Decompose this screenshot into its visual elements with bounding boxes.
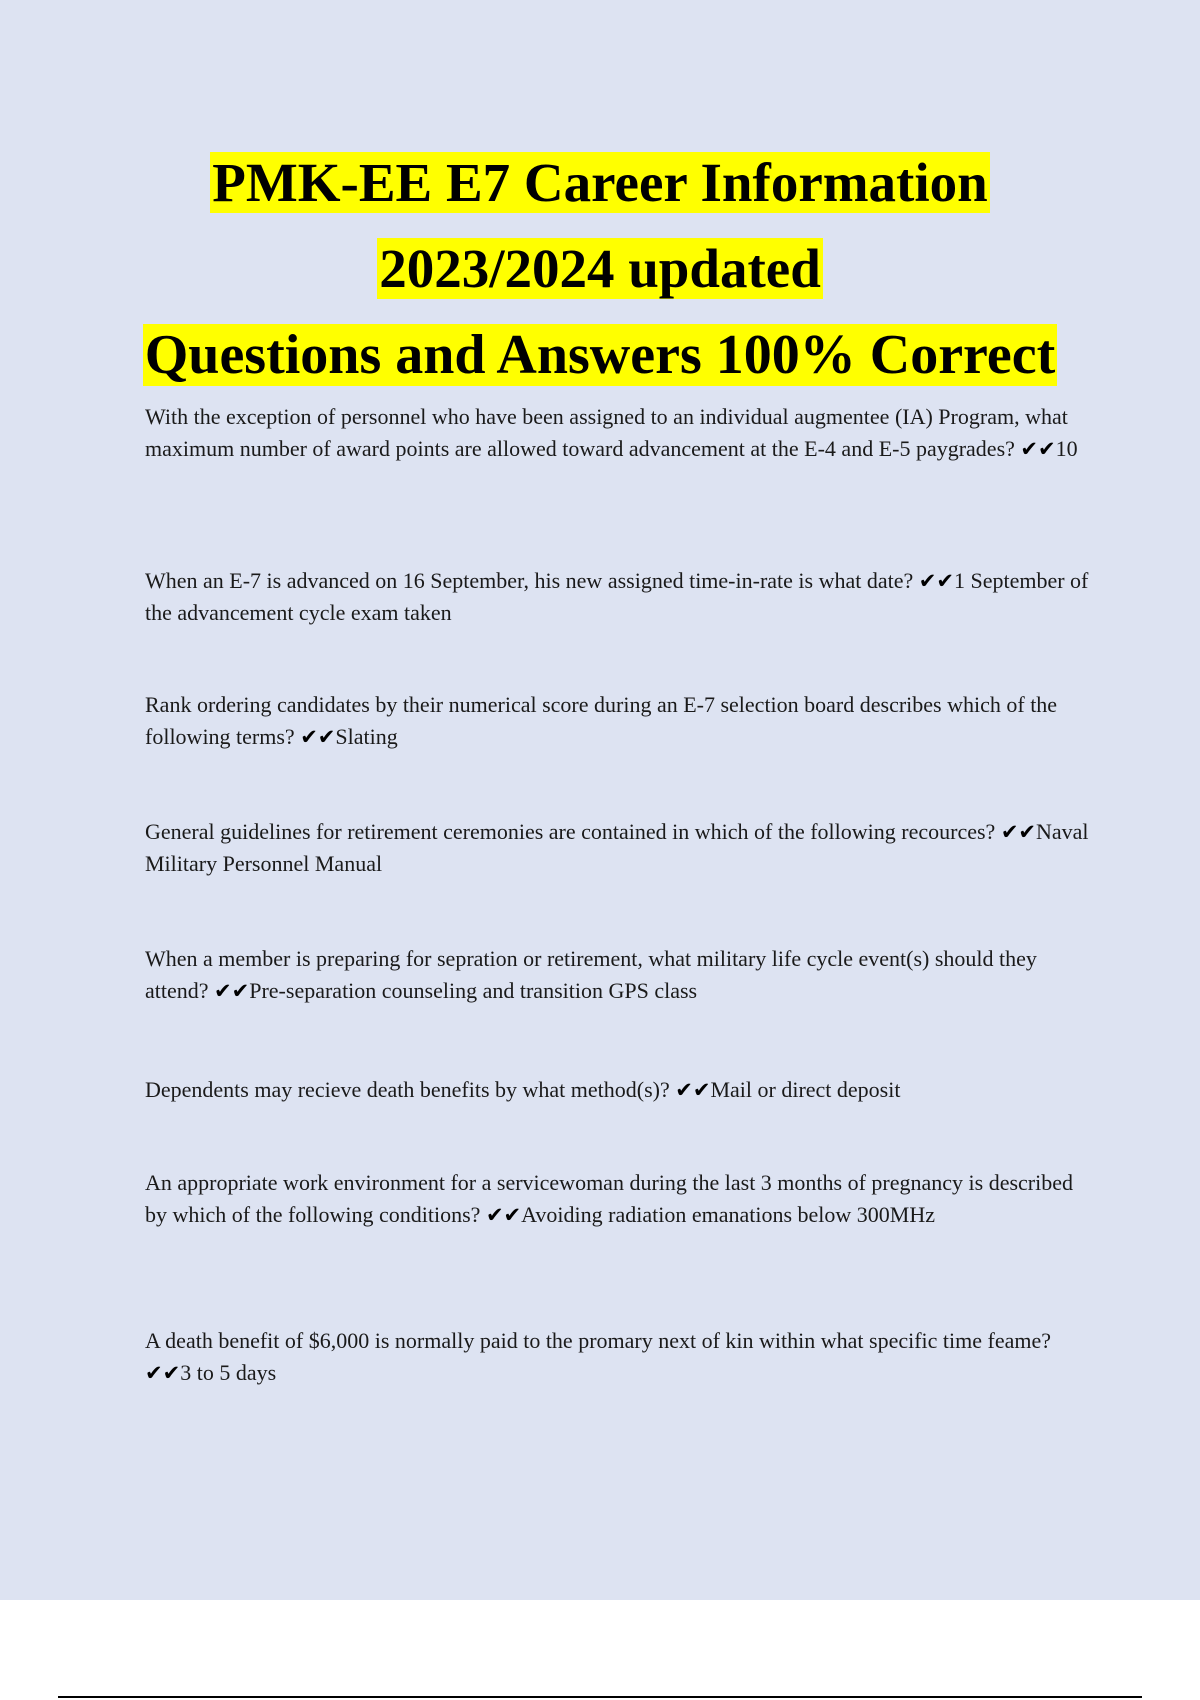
answer-text: Pre-separation counseling and transition GPS class [249,978,698,1003]
question-text: Rank ordering candidates by their numerical score during an E-7 selection board describes which of the following terms? [145,692,1058,749]
title-line-1 [0,140,1200,226]
double-check-icon: ✔✔ [485,1203,522,1227]
question-text: General guidelines for retirement ceremonies are contained in which of the following recources? [145,819,996,844]
qa-item [145,1074,1095,1106]
answer-text: Avoiding radiation emanations below 300MHz [521,1202,935,1227]
answer-text: 1 September of the advancement cycle exam taken [145,568,1089,625]
answer-text: Naval Military Personnel Manual [145,819,1089,876]
question-text: When a member is preparing for sepration or retirement, what military life cycle event(s) should they attend? [145,946,1037,1003]
answer-text: Mail or direct deposit [710,1077,901,1102]
question-text: A death benefit of $6,000 is normally paid to the promary next of kin within what specific time feame? [145,1328,1052,1353]
document-title [0,140,1200,398]
qa-item [145,689,1095,753]
qa-item [145,816,1095,880]
answer-text: 10 [1055,436,1078,461]
answer-text: Slating [335,724,398,749]
question-text: When an E-7 is advanced on 16 September, his new assigned time-in-rate is what date? [145,568,914,593]
qa-item [145,401,1095,465]
question-text: Dependents may recieve death benefits by what method(s)? [145,1077,670,1102]
footer-divider [58,1696,1142,1698]
qa-item [145,1325,1095,1389]
double-check-icon: ✔✔ [918,569,954,593]
qa-item [145,1167,1095,1231]
double-check-icon: ✔✔ [145,1361,181,1385]
title-line-1-text: PMK-EE E7 Career Information [212,152,988,213]
title-line-2-text: 2023/2024 updated [379,238,821,299]
qa-item [145,565,1095,629]
question-text: With the exception of personnel who have been assigned to an individual augmentee (IA) Program, what maximum number of award points are allowed toward advancement at the E-4 and E-5 paygrades? [145,404,1068,461]
title-line-3 [0,312,1200,398]
qa-item [145,943,1095,1007]
double-check-icon: ✔✔ [300,725,336,749]
double-check-icon: ✔✔ [675,1078,711,1102]
question-text: An appropriate work environment for a servicewoman during the last 3 months of pregnancy is described by which of the following conditions? [145,1170,1074,1227]
double-check-icon: ✔✔ [1000,820,1037,844]
title-line-3-text: Questions and Answers 100% Correct [144,324,1056,386]
double-check-icon: ✔✔ [1020,437,1056,461]
double-check-icon: ✔✔ [214,979,250,1003]
answer-text: 3 to 5 days [180,1360,277,1385]
title-line-2 [0,226,1200,312]
